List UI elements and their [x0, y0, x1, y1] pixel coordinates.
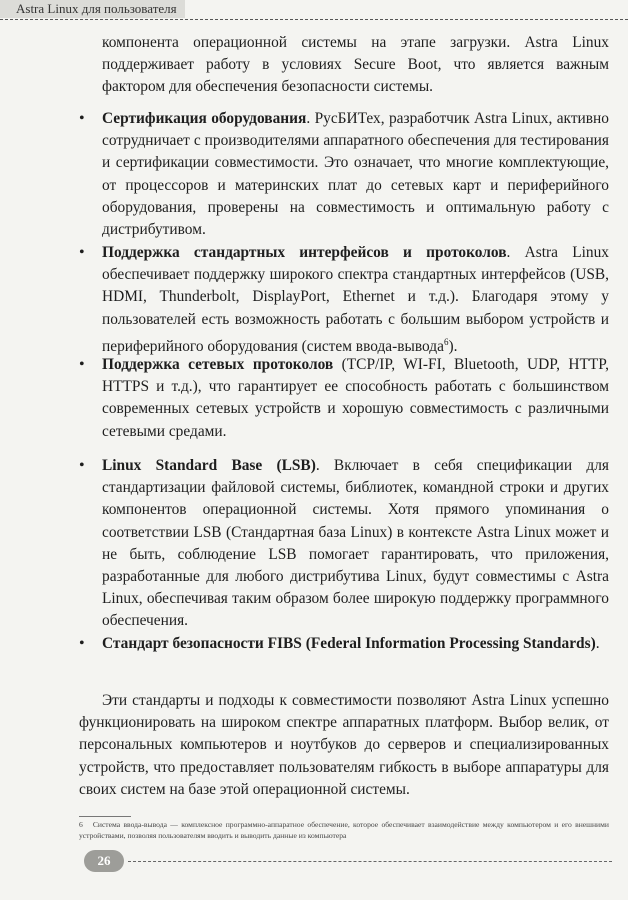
bullet-term: Сертификация оборудования	[102, 110, 307, 127]
bullet-term: Linux Standard Base (LSB)	[102, 457, 316, 474]
bullet-marker: •	[79, 244, 85, 261]
page-number-badge: 26	[84, 850, 124, 872]
footnote-number: 6	[79, 820, 83, 829]
footnote-separator	[79, 816, 131, 817]
bullet-text: .	[595, 635, 600, 652]
bullet-item-hardware-certification	[102, 108, 609, 241]
running-header	[0, 0, 628, 20]
bullet-text-end: ).	[448, 337, 458, 355]
bullet-marker: •	[79, 457, 85, 474]
bullet-item-lsb	[102, 455, 609, 633]
footnote	[79, 820, 609, 841]
bullet-marker: •	[79, 635, 85, 652]
bullet-marker: •	[79, 110, 85, 127]
bullet-term: Стандарт безопасности FIBS (Federal Information Processing Standards)	[102, 635, 596, 652]
bullet-text: . Включает в себя спецификации для стандартизации файловой системы, библиотек, командной строки и других компонентов операционной системы. Хотя прямого упоминания о соответствии LSB (Стандартная база Linux) в контексте Astra Linux может и не быть, соблюдение LSB помогает гарантировать, что приложения, разработанные для любого дистрибутива Linux, будут совместимы с Astra Linux, обеспечивая таким образом более широкую поддержку программного обеспечения.	[102, 457, 609, 630]
footer-dashed-rule	[128, 861, 612, 862]
bullet-item-standard-interfaces	[102, 242, 609, 358]
bullet-item-fibs	[102, 633, 609, 655]
footnote-text: Система ввода-вывода — комплексное программно-аппаратное обеспечение, которое обеспечивает взаимодействие между компьютером и его внешними устройствами, позволяя пользователям вводить и выводить данные из компьютера	[79, 820, 609, 840]
header-book-title: Astra Linux для пользователя	[0, 0, 185, 18]
bullet-term: Поддержка сетевых протоколов	[102, 356, 334, 373]
conclusion-paragraph: Эти стандарты и подходы к совместимости позволяют Astra Linux успешно функционировать на широком спектре аппаратных платформ. Выбор велик, от персональных компьютеров и ноутбуков до серверов и специализированных устройств, что предоставляет пользователям гибкость в выборе аппаратуры для своих систем на базе этой операционной системы.	[79, 692, 609, 798]
header-dashed-rule	[0, 19, 628, 20]
bullet-text: . РусБИТех, разработчик Astra Linux, активно сотрудничает с производителями аппаратного обеспечения для тестирования и сертификации совместимости. Это означает, что многие комплектующие, от процессоров и материнских плат до сетевых карт и периферийного оборудования, проверены на совместимость и оптимальную работу с дистрибутивом.	[102, 110, 609, 239]
bullet-marker: •	[79, 356, 85, 373]
bullet-term: Поддержка стандартных интерфейсов и протоколов	[102, 244, 507, 261]
bullet-item-network-protocols	[102, 354, 609, 443]
page-footer	[0, 850, 628, 880]
footnote-reference: 6	[443, 336, 449, 347]
bullet-text: . Astra Linux обеспечивает поддержку широкого спектра стандартных интерфейсов (USB, HDMI, Thunderbolt, DisplayPort, Ethernet и т.д.). Благодаря этому у пользователей есть возможность работать с большим выбором устройств и периферийного оборудования (систем ввода-вывода	[102, 244, 609, 355]
bullet-text: (TCP/IP, WI-FI, Bluetooth, UDP, HTTP, HTTPS и т.д.), что гарантирует ее способность работать с большинством современных сетевых устройств и хорошую совместимость с различными сетевыми средами.	[102, 356, 609, 440]
intro-paragraph: компонента операционной системы на этапе загрузки. Astra Linux поддерживает работу в условиях Secure Boot, что является важным фактором для обеспечения безопасности системы.	[102, 34, 609, 96]
